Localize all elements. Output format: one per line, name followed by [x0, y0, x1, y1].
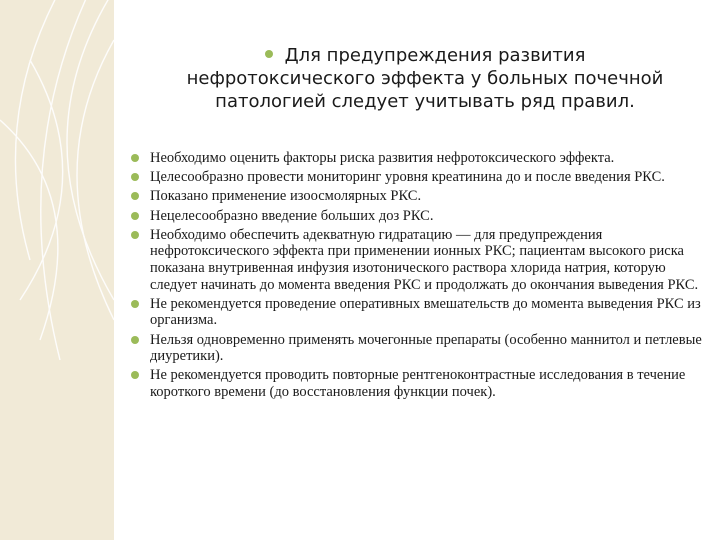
- title-line-3: патологией следует учитывать ряд правил.: [215, 91, 635, 112]
- bullet-icon: [131, 154, 139, 162]
- title-line-1: [150, 44, 700, 67]
- list-item: [131, 169, 703, 186]
- list-item-text: Необходимо оценить факторы риска развития нефротоксического эффекта.: [150, 150, 615, 166]
- bullet-icon: [131, 300, 139, 308]
- list-item-text: Целесообразно провести мониторинг уровня креатинина до и после введения РКС.: [150, 169, 665, 186]
- list-item-text: Показано применение изоосмолярных РКС.: [150, 188, 422, 205]
- list-item: [131, 188, 703, 205]
- list-item-text: Не рекомендуется проводить повторные рентгеноконтрастные исследования в течение короткого времени (до восстановления функции почек).: [150, 367, 686, 400]
- bullet-icon: [131, 173, 139, 181]
- list-item-text: Необходимо обеспечить адекватную гидратацию — для предупреждения нефротоксического эффекта при применении ионных РКС; пациентам высокого риска показана внутривенная инфузия изотонического раствора хлорида натрия, которую следует начинать до момента введения РКС и продолжать до окончания выведения РКС.: [150, 226, 699, 293]
- list-item: [131, 208, 703, 225]
- title-line-1-text: Для предупреждения развития: [284, 45, 586, 66]
- list-item: [131, 367, 703, 400]
- bullet-icon: [131, 336, 139, 344]
- bullet-icon: [131, 231, 139, 239]
- slide-title: [150, 44, 700, 113]
- list-item-text: Нельзя одновременно применять мочегонные препараты (особенно маннитол и петлевые диуретики).: [150, 331, 702, 365]
- list-item-text: Не рекомендуется проведение оперативных вмешательств до момента выведения РКС из организма.: [150, 295, 701, 329]
- bullet-icon: [131, 212, 139, 220]
- rules-list: [131, 150, 703, 403]
- list-item-text: Нецелесообразно введение больших доз РКС.: [150, 207, 434, 224]
- title-bullet-icon: [265, 50, 273, 58]
- bullet-icon: [131, 192, 139, 200]
- list-item: [131, 150, 703, 167]
- list-item: [131, 332, 703, 365]
- list-item: [131, 296, 703, 329]
- list-item: [131, 227, 703, 293]
- bullet-icon: [131, 371, 139, 379]
- decorative-lines: [0, 0, 114, 540]
- title-line-2: нефротоксического эффекта у больных почечной: [186, 68, 664, 89]
